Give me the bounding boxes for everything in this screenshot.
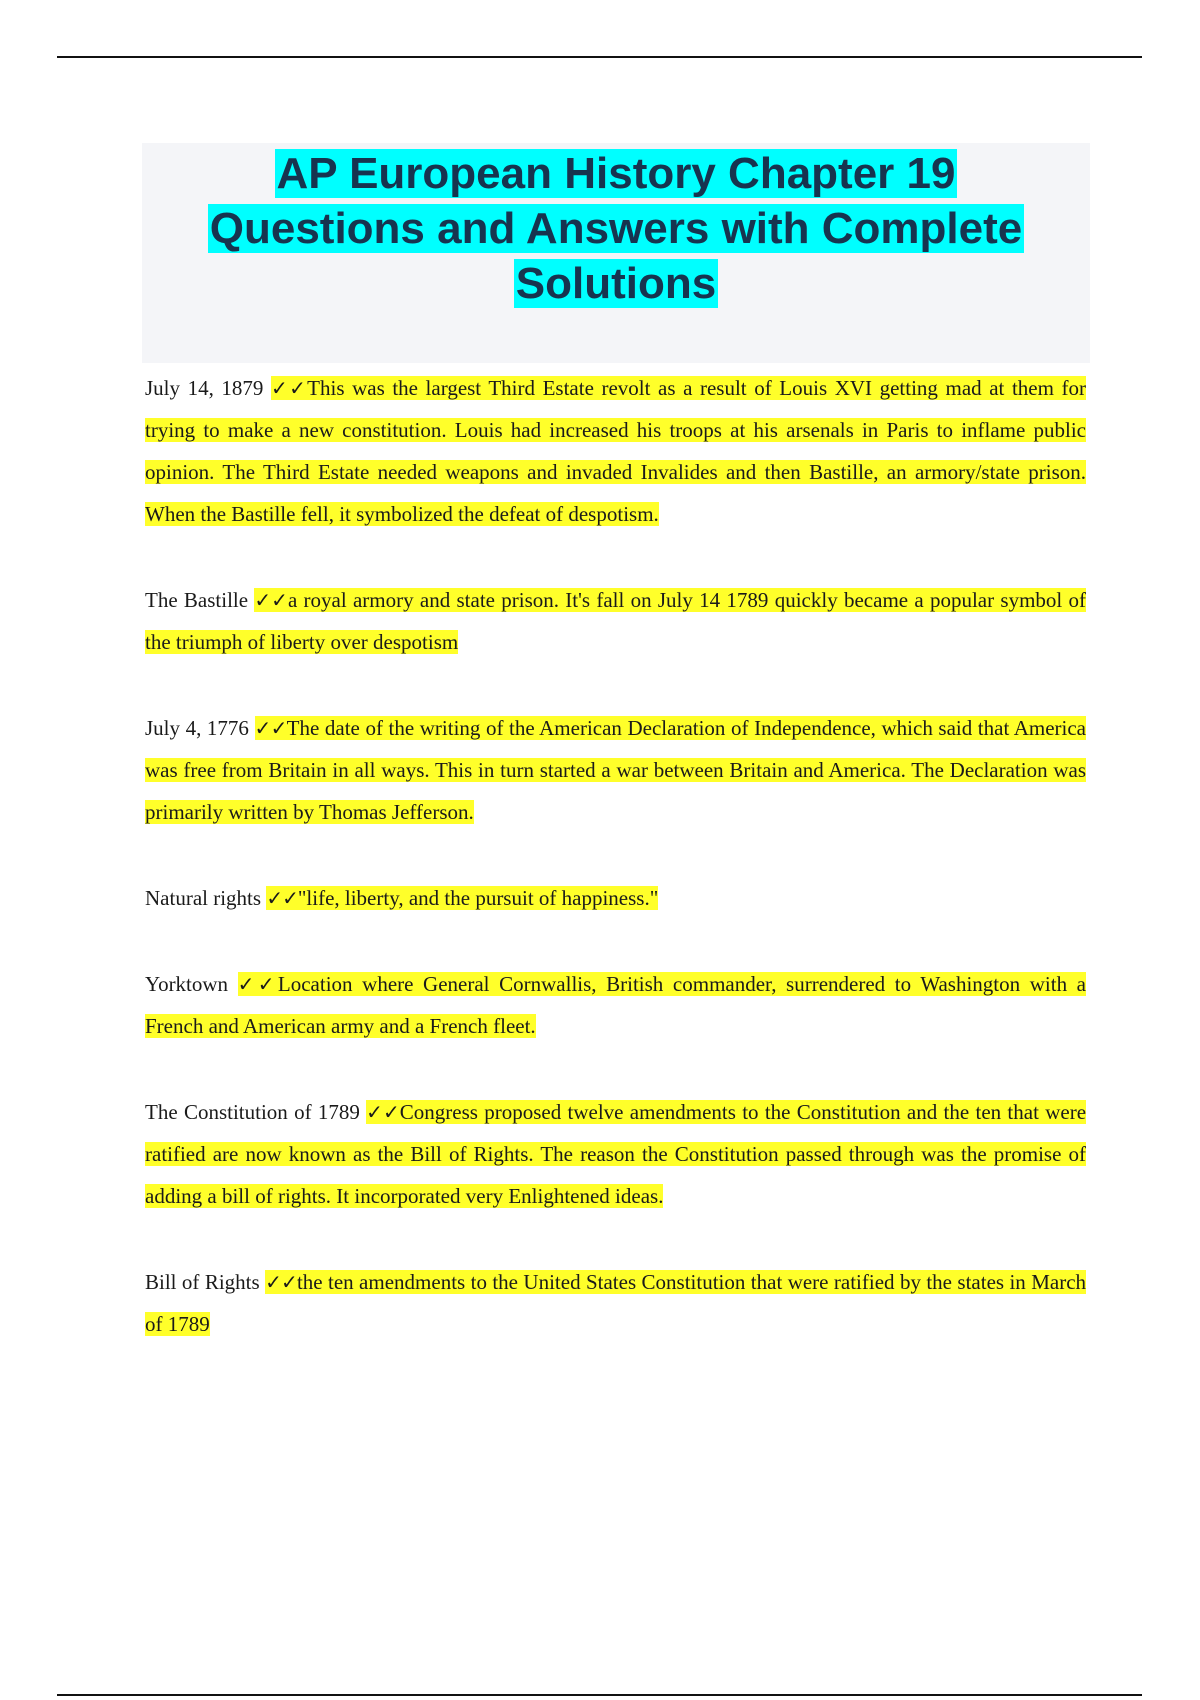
check-mark-icon: ✓✓ bbox=[266, 886, 298, 910]
check-mark-icon: ✓✓ bbox=[254, 716, 287, 740]
qa-entry bbox=[145, 963, 1086, 1047]
title-line: Questions and Answers with Complete bbox=[209, 204, 1023, 253]
term: Yorktown bbox=[145, 972, 229, 996]
title-line: AP European History Chapter 19 bbox=[276, 149, 956, 198]
qa-entry bbox=[145, 707, 1086, 833]
term: Bill of Rights bbox=[145, 1270, 260, 1294]
check-mark-icon: ✓✓ bbox=[366, 1100, 400, 1124]
answer: "life, liberty, and the pursuit of happiness." bbox=[297, 886, 659, 910]
term: Natural rights bbox=[145, 886, 262, 910]
term: July 4, 1776 bbox=[145, 716, 249, 740]
bottom-rule bbox=[57, 1694, 1142, 1696]
check-mark-icon: ✓✓ bbox=[237, 972, 278, 996]
answer: a royal armory and state prison. It's fall on July 14 1789 quickly became a popular symbol of the triumph of liberty over despotism bbox=[145, 588, 1087, 654]
qa-entry bbox=[145, 1261, 1086, 1345]
title-banner bbox=[142, 143, 1090, 363]
qa-entry bbox=[145, 1091, 1086, 1217]
qa-entry bbox=[145, 579, 1086, 663]
page-title bbox=[142, 143, 1090, 311]
qa-entry bbox=[145, 367, 1086, 535]
term: The Constitution of 1789 bbox=[145, 1100, 360, 1124]
check-mark-icon: ✓✓ bbox=[265, 1270, 297, 1294]
term: July 14, 1879 bbox=[145, 376, 264, 400]
title-line: Solutions bbox=[515, 259, 717, 308]
term: The Bastille bbox=[145, 588, 249, 612]
answer: This was the largest Third Estate revolt as a result of Louis XVI getting mad at them for trying to make a new constitution. Louis had increased his troops at his arsenals in Paris to inflame public opinion. The Third Estate needed weapons and invaded Invalides and then Bastille, an armory/state prison. When the Bastille fell, it symbolized the defeat of despotism. bbox=[145, 376, 1087, 526]
top-rule bbox=[57, 56, 1142, 58]
check-mark-icon: ✓✓ bbox=[254, 588, 288, 612]
answer: Congress proposed twelve amendments to the Constitution and the ten that were ratified are now known as the Bill of Rights. The reason the Constitution passed through was the promise of adding a bill of rights. It incorporated very Enlightened ideas. bbox=[145, 1100, 1087, 1208]
check-mark-icon: ✓✓ bbox=[271, 376, 308, 400]
answer: The date of the writing of the American Declaration of Independence, which said that America was free from Britain in all ways. This in turn started a war between Britain and America. The Declaration was primarily written by Thomas Jefferson. bbox=[145, 716, 1087, 824]
qa-entry bbox=[145, 877, 1086, 919]
answer: the ten amendments to the United States Constitution that were ratified by the states in March of 1789 bbox=[145, 1270, 1087, 1336]
qa-list bbox=[145, 363, 1086, 1389]
answer: Location where General Cornwallis, British commander, surrendered to Washington with a French and American army and a French fleet. bbox=[145, 972, 1087, 1038]
